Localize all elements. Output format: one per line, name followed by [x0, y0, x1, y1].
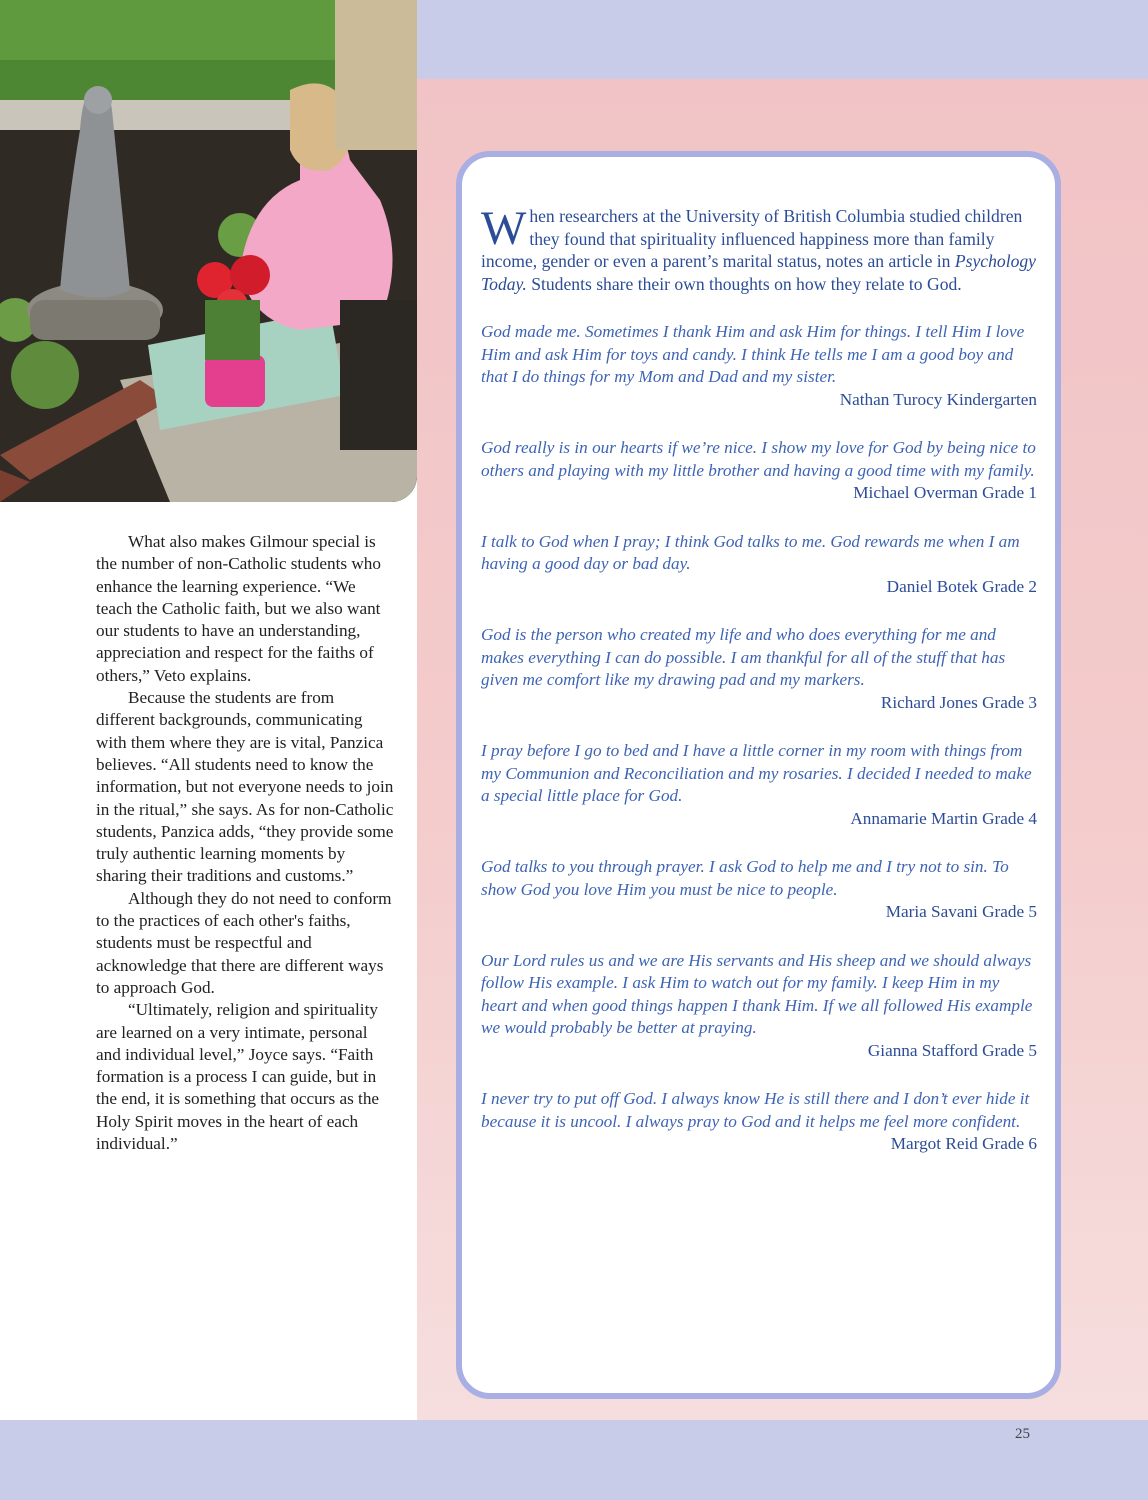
quote-text: I talk to God when I pray; I think God talks to me. God rewards me when I am having a good day or bad day.	[481, 531, 1020, 574]
quote-block	[481, 624, 1037, 714]
intro-publication: Psychology Today.	[481, 251, 1036, 294]
quote-author: Annamarie Martin Grade 4	[850, 808, 1037, 828]
page-number: 25	[1015, 1426, 1030, 1442]
intro-text-after: Students share their own thoughts on how they relate to God.	[526, 273, 962, 294]
quote-block	[481, 740, 1037, 830]
photo-illustration	[0, 0, 417, 502]
quote-author: Margot Reid Grade 6	[890, 1134, 1037, 1154]
quote-text: God made me. Sometimes I thank Him and ask Him for things. I tell Him I love Him and ask Him for toys and candy. I think He tells me I am a good boy and that I do things for my Mom and Dad and my sister.	[481, 322, 1025, 387]
quote-block	[481, 1088, 1037, 1156]
quote-author: Nathan Turocy Kindergarten	[839, 389, 1037, 409]
quote-author: Maria Savani Grade 5	[885, 902, 1037, 922]
top-color-band	[417, 0, 1148, 79]
quote-text: God talks to you through prayer. I ask God to help me and I try not to sin. To show God you love Him you must be nice to people.	[481, 857, 1009, 899]
quote-block	[481, 531, 1037, 599]
quote-text: God really is in our hearts if we’re nice. I show my love for God by being nice to others and playing with my little brother and having a good time with my family.	[481, 438, 1036, 480]
quote-block	[481, 950, 1037, 1063]
left-paragraph-4: “Ultimately, religion and spirituality are learned on a very intimate, personal and individual level,” Joyce says. “Faith formation is a process I can guide, but in the end, it is something that occurs as the Holy Spirit moves in the heart of each individual.”	[96, 1000, 380, 1154]
quote-author: Michael Overman Grade 1	[853, 483, 1037, 503]
left-paragraph-1: What also makes Gilmour special is the number of non-Catholic students who enhance the learning experience. “We teach the Catholic faith, but we also want our students to have an understanding, appreciation and respect for the faiths of others,” Veto explains.	[96, 532, 381, 685]
article-photo	[0, 0, 417, 502]
left-paragraph-3: Although they do not need to conform to the practices of each other's faiths, students must be respectful and acknowledge that there are different ways to approach God.	[96, 888, 392, 997]
quote-author: Richard Jones Grade 3	[880, 692, 1037, 712]
sidebar-content	[481, 202, 1037, 1156]
quote-author: Daniel Botek Grade 2	[886, 576, 1037, 596]
left-paragraph-2: Because the students are from different backgrounds, communicating with them where they are is vital, Panzica believes. “All students need to know the information, but not everyone needs to join in the ritual,” she says. As for non-Catholic students, Panzica adds, “they provide some truly authentic learning moments by sharing their traditions and customs.”	[96, 688, 394, 886]
sidebar-card	[456, 151, 1061, 1399]
quote-text: God is the person who created my life and who does everything for me and makes everything I can do possible. I am thankful for all of the stuff that has given me comfort like my drawing pad and my markers.	[481, 625, 1006, 690]
quote-block	[481, 437, 1037, 505]
quote-block	[481, 856, 1037, 924]
sidebar-intro	[481, 202, 1037, 295]
intro-text-before: hen researchers at the University of British Columbia studied children they found that spirituality influenced happiness more than family income, gender or even a parent’s marital status, notes an article in	[481, 206, 1023, 272]
quote-text: I never try to put off God. I always know He is still there and I don’t ever hide it because it is uncool. I always pray to God and it helps me feel more confident.	[481, 1089, 1030, 1131]
quote-text: I pray before I go to bed and I have a little corner in my room with things from my Communion and Reconciliation and my rosaries. I decided I needed to make a special little place for God.	[481, 741, 1032, 806]
quote-block	[481, 321, 1037, 411]
drop-cap: W	[481, 202, 527, 255]
left-article-text	[96, 531, 396, 1155]
quote-text: Our Lord rules us and we are His servants and His sheep and we should always follow His example. I ask Him to watch out for my family. I keep Him in my heart and when good things happen I thank Him. If we all followed His example we would probably be better at praying.	[481, 950, 1033, 1038]
bottom-color-band	[0, 1420, 1148, 1500]
quote-author: Gianna Stafford Grade 5	[867, 1040, 1037, 1060]
